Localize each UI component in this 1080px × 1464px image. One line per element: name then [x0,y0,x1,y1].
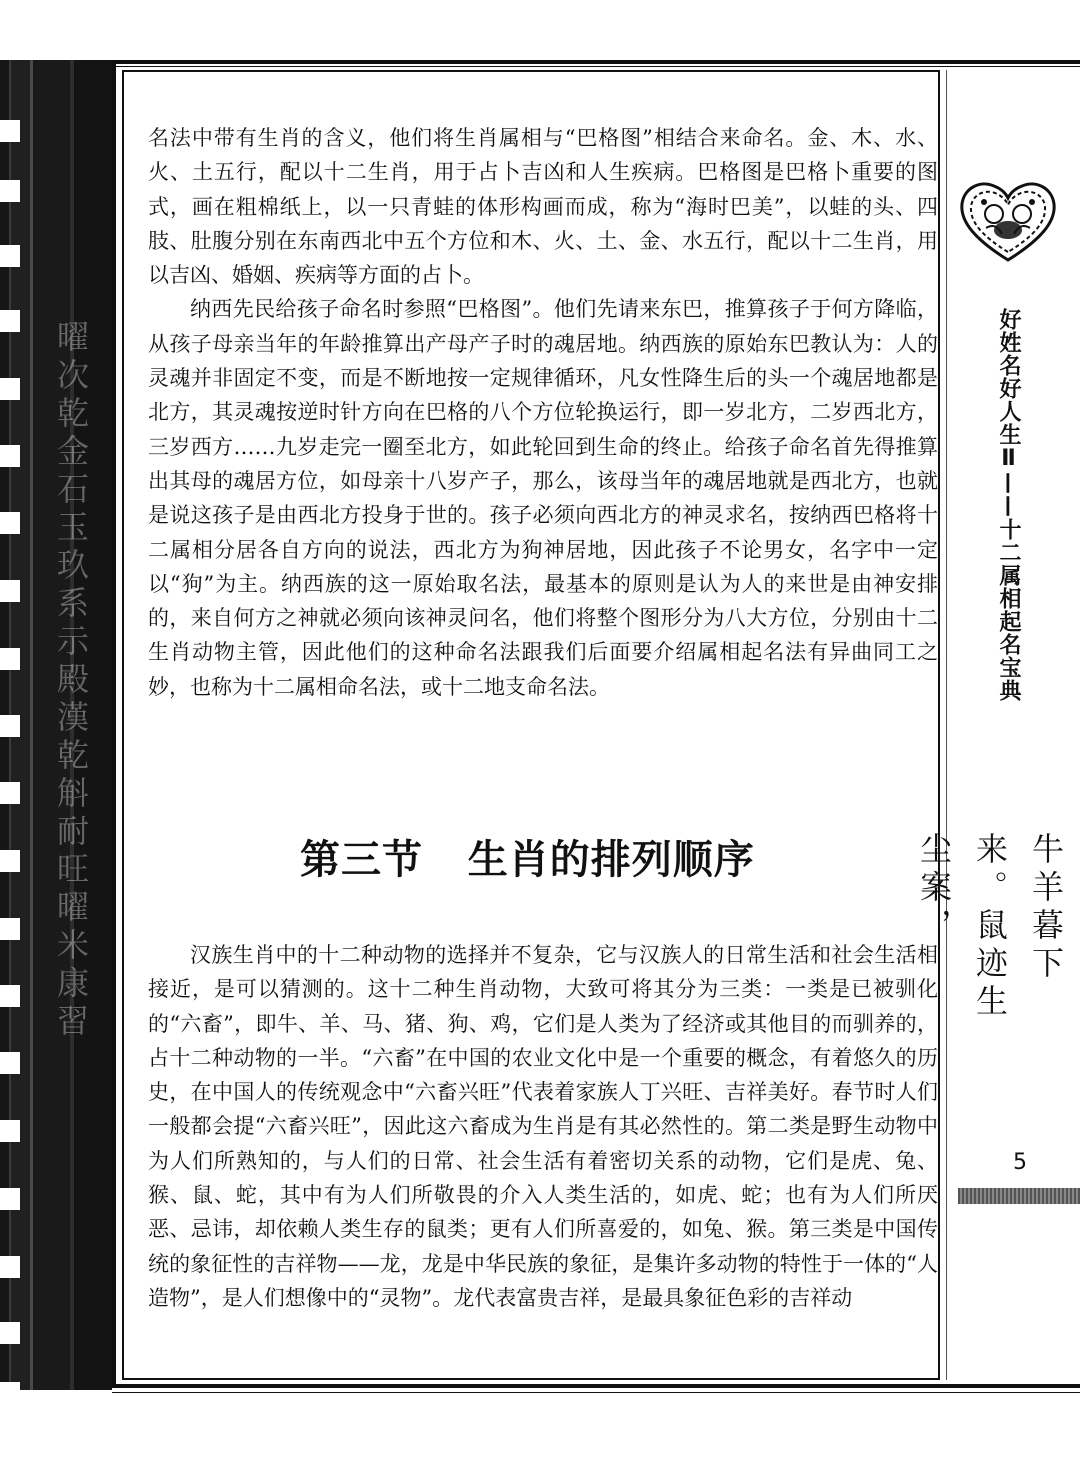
strip-notch [0,1322,20,1344]
frame-left-rule [112,60,116,1388]
decorative-gray-bar [958,1188,1080,1204]
strip-notch [0,512,20,534]
seal-script-text: 曜次乾金石玉玖系示殿漢乾斛耐旺曜米康習 [52,320,90,1042]
strip-notch [0,378,20,400]
strip-notch [0,445,20,467]
strip-notch [0,1120,20,1142]
frame-bottom-rule [112,1384,1080,1388]
paragraph: 名法中带有生肖的含义，他们将生肖属相与“巴格图”相结合来命名。金、木、水、火、土五行，配以十二生肖，用于占卜吉凶和人生疾病。巴格图是巴格卜重要的图式，画在粗棉纸上，以一只青蛙的体形构画而成，称为“海时巴美”，以蛙的头、四肢、肚腹分别在东南西北中五个方位和木、火、土、金、水五行，配以十二生肖，用以吉凶、婚姻、疾病等方面的占卜。 [148,126,938,288]
strip-notch [0,580,20,602]
heart-emblem-icon [956,178,1060,264]
body-text-top [148,121,938,704]
strip-notch [0,180,20,202]
strip-notch [0,1188,20,1210]
running-book-title: 好姓名好人生Ⅱ——十二属相起名宝典 [996,308,1021,702]
strip-notch [0,850,20,872]
right-column-divider [946,70,947,1380]
frame-top-rule [112,60,1080,64]
strip-notch [0,715,20,737]
strip-notch [0,310,20,332]
page-number: 5 [1013,1150,1027,1175]
frame-bottom-thin-rule [112,1392,1080,1393]
section-heading: 第三节 生肖的排列顺序 [300,837,755,883]
body-text-section [148,938,938,1315]
strip-notch [0,1256,20,1278]
strip-notch [0,1052,20,1074]
strip-notch [0,120,20,142]
strip-notch [0,985,20,1007]
strip-notch [0,918,20,940]
strip-notch [0,245,20,267]
left-decorative-strip [0,60,112,1390]
strip-notch [0,648,20,670]
strip-notch [0,782,20,804]
frame-top-thin-rule [112,66,1080,67]
paragraph: 纳西先民给孩子命名时参照“巴格图”。他们先请来东巴，推算孩子于何方降临，从孩子母亲当年的年龄推算出产母产子时的魂居地。纳西族的原始东巴教认为：人的灵魂并非固定不变，而是不断地按一定规律循环，凡女性降生后的头一个魂居地都是北方，其灵魂按逆时针方向在巴格的八个方位轮换运行，即一岁北方，二岁西北方，三岁西方……九岁走完一圈至北方，如此轮回到生命的终止。给孩子命名首先得推算出其母的魂居方位，如母亲十八岁产子，那么，该母当年的魂居地就是西北方，也就是说这孩子是由西北方投身于世的。孩子必须向西北方的神灵求名，按纳西巴格将十二属相分居各自方向的说法，西北方为狗神居地，因此孩子不论男女，名字中一定以“狗”为主。纳西族的这一原始取名法，最基本的原则是认为人的来世是由神安排的，来自何方之神就必须向该神灵问名，他们将整个图形分为八大方位，分别由十二生肖动物主管，因此他们的这种命名法跟我们后面要介绍属相起名法有异曲同工之妙，也称为十二属相命名法，或十二地支命名法。 [148,297,938,699]
paragraph: 汉族生肖中的十二种动物的选择并不复杂，它与汉族人的日常生活和社会生活相接近，是可以猜测的。这十二种生肖动物，大致可将其分为三类：一类是已被驯化的“六畜”，即牛、羊、马、猪、狗、鸡，它们是人类为了经济或其他目的而驯养的，占十二种动物的一半。“六畜”在中国的农业文化中是一个重要的概念，有着悠久的历史，在中国人的传统观念中“六畜兴旺”代表着家族人丁兴旺、吉祥美好。春节时人们一般都会提“六畜兴旺”，因此这六畜成为生肖是有其必然性的。第二类是野生动物中为人们所熟知的，与人们的日常、社会生活有着密切关系的动物，它们是虎、兔、猴、鼠、蛇，其中有为人们所敬畏的介入人类生活的，如虎、蛇；也有为人们所厌恶、忌讳，却依赖人类生存的鼠类；更有人们所喜爱的，如兔、猴。第三类是中国传统的象征性的吉祥物——龙，龙是中华民族的象征，是集许多动物的特性于一体的“人造物”，是人们想像中的“灵物”。龙代表富贵吉祥，是最具象征色彩的吉祥动 [148,943,938,1310]
strip-notch [0,1382,20,1404]
side-poem: 牛羊暮下来。鼠迹生尘案， [915,832,1065,1022]
